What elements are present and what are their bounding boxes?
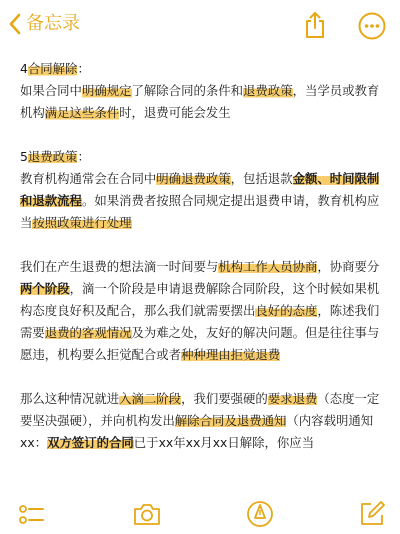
highlighted-text: 满足这些条件 [44, 105, 120, 120]
back-button[interactable] [8, 10, 80, 38]
note-text: 及为难之处，友好的解决问题。但是往往事与愿违，机构要么拒觉配合或者 [20, 325, 380, 362]
checklist-button[interactable] [18, 500, 46, 532]
paragraph-spacer [20, 234, 388, 256]
highlighted-text: 入滴二阶段 [119, 391, 182, 406]
chevron-left-icon [8, 13, 22, 35]
highlighted-text: 退费政策 [243, 83, 293, 98]
markup-pen-icon [246, 500, 274, 528]
back-label: 备忘录 [26, 13, 80, 34]
note-text: ，陈述我们需要 [20, 303, 380, 340]
note-text: 如果合同中 [20, 83, 82, 98]
note-text: （内容载明通知xx： [20, 413, 374, 450]
note-text: 已于xx年xx月xx日解除，你应当 [133, 435, 315, 450]
highlighted-text: 金额、时间限制和退款流程 [20, 171, 380, 208]
note-text: 教育机构通常会在合同中 [20, 171, 157, 186]
note-text: ，协商要分 [317, 259, 380, 274]
navigation-bar [0, 0, 400, 50]
note-text: 5 [20, 149, 28, 164]
toolbar [0, 496, 400, 534]
note-text: 了解除合同的条件和 [131, 83, 244, 98]
highlighted-text: 两个阶段 [20, 281, 70, 296]
highlighted-text: 机构工作人员协商 [218, 259, 318, 274]
share-icon [302, 10, 328, 40]
highlighted-text: 明确规定 [81, 83, 132, 98]
highlighted-text: 要求退费 [267, 391, 318, 406]
more-icon [358, 12, 386, 40]
highlighted-text: 双方签订的合同 [47, 435, 134, 450]
markup-button[interactable] [246, 500, 274, 532]
note-text: 。如果消费者按照合同规定提出退费申请，教育机构应当 [20, 193, 380, 230]
note-body[interactable] [20, 58, 388, 454]
note-text: ，我们要强硬的 [181, 391, 268, 406]
share-button[interactable] [302, 10, 328, 40]
note-text: 时，退费可能会发生 [119, 105, 231, 120]
highlighted-text: 种种理由拒觉退费 [181, 347, 281, 362]
compose-icon [358, 500, 386, 528]
paragraph-spacer [20, 124, 388, 146]
note-text: ： [77, 149, 90, 164]
section-paragraph [20, 388, 388, 454]
note-text: ，当学员或教育机构 [20, 83, 380, 120]
note-text: （态度一定要坚决强硬），并向机构发出 [20, 391, 380, 428]
section-paragraph [20, 168, 388, 234]
note-text: 那么这种情况就进 [20, 391, 120, 406]
paragraph-spacer [20, 366, 388, 388]
highlighted-text: 退费的客观情况 [44, 325, 132, 340]
highlighted-text: 良好的态度 [255, 303, 318, 318]
note-text: ，包括退款 [230, 171, 293, 186]
note-text: ，滴一个阶段是申请退费解除合同阶段，这个时候如果机构态度良好积及配合，那么我们就需要摆出 [20, 281, 380, 318]
more-button[interactable] [358, 12, 386, 40]
note-text: 4 [20, 61, 28, 76]
section-paragraph [20, 256, 388, 366]
note-text: 我们在产生退费的想法滴一时间要与 [20, 259, 219, 274]
checklist-icon [18, 500, 46, 528]
section-heading [20, 146, 388, 168]
camera-button[interactable] [132, 500, 162, 532]
highlighted-text: 解除合同及退费通知 [174, 413, 287, 428]
highlighted-text: 退费政策 [27, 149, 78, 164]
section-heading [20, 58, 388, 80]
camera-icon [132, 500, 162, 528]
note-text: ： [77, 61, 90, 76]
highlighted-text: 合同解除 [27, 61, 78, 76]
section-paragraph [20, 80, 388, 124]
highlighted-text: 明确退费政策 [156, 171, 231, 186]
highlighted-text: 按照政策进行处理 [32, 215, 132, 230]
compose-button[interactable] [358, 500, 386, 532]
